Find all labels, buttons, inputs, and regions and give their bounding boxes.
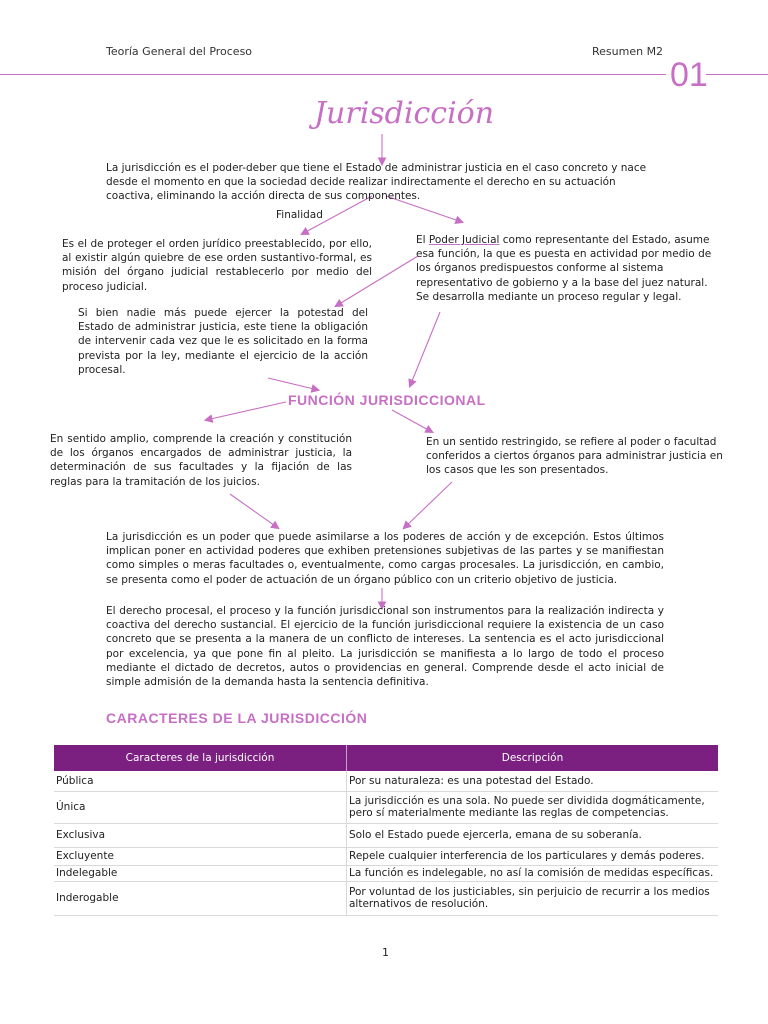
arrow-poder-to-funcion [410,312,440,386]
table-row [54,865,718,881]
table-cell-caracter: Pública [54,771,347,791]
table-header-descripcion: Descripción [347,745,719,771]
table-row [54,823,718,847]
sentido-amplio-text: En sentido amplio, comprende la creación y constitución de los órganos encargados de administrar justicia, la determinación de sus facultades y la fijación de las reglas para la tramitación de los juicios. [50,433,352,488]
page-badge: 01 [670,56,708,94]
header-summary: Resumen M2 [592,45,664,58]
arrow-obligacion-to-funcion [268,378,318,390]
table-cell-descripcion: Por voluntad de los justiciables, sin perjuicio de recurrir a los medios alternativos de resolución. [347,881,719,915]
table-cell-descripcion: Solo el Estado puede ejercerla, emana de su soberanía. [347,823,719,847]
table-row [54,791,718,823]
table-cell-descripcion: La función es indelegable, no así la comisión de medidas específicas. [347,865,719,881]
poder-judicial-post: como representante del Estado, asume esa función, la que es puesta en actividad por medio de los órganos predispuestos conforme al sistema representativo de gobierno y a la base del juez natural. Se desarrolla mediante un proceso regular y legal. [416,234,712,303]
arrow-restringido-to-poder [404,482,452,528]
finalidad-text: Es el de proteger el orden jurídico preestablecido, por ello, al existir algún quiebre de ese orden sustantivo-formal, es misión del órgano judicial restablecerlo por medio del proceso judicial. [62,238,372,293]
table-cell-caracter: Indelegable [54,865,347,881]
sentido-restringido-text: En un sentido restringido, se refiere al poder o facultad conferidos a ciertos órganos para administrar justicia en los casos que les son presentados. [426,436,723,477]
caracteres-table [54,745,718,916]
arrow-funcion-to-amplio [206,402,286,420]
arrow-amplio-to-poder [230,494,278,528]
table-row [54,771,718,791]
footer-page-number: 1 [382,946,389,959]
finalidad-label: Finalidad [276,209,323,221]
table-row [54,847,718,865]
page-title: Jurisdicción [314,96,495,131]
table-cell-caracter: Exclusiva [54,823,347,847]
funcion-jurisdiccional-heading: FUNCIÓN JURISDICCIONAL [288,392,486,408]
derecho-procesal-paragraph: El derecho procesal, el proceso y la función jurisdiccional son instrumentos para la realización indirecta y coactiva del derecho sustancial. El ejercicio de la función jurisdiccional requiere la existencia de un caso concreto que se presenta a la manera de un conflicto de intereses. La sentencia es el acto jurisdiccional por excelencia, ya que pone fin al pleito. La jurisdicción se manifiesta a lo largo de todo el proceso mediante el dictado de decretos, autos o providencias en general. Comprende desde el acto inicial de simple admisión de la demanda hasta la sentencia definitiva. [106,605,664,689]
table-row [54,881,718,915]
table-cell-descripcion: La jurisdicción es una sola. No puede ser dividida dogmáticamente, pero sí materialmente mediante las reglas de competencias. [347,791,719,823]
table-cell-caracter: Inderogable [54,881,347,915]
poder-judicial-pre: El [416,234,429,246]
table-header-caracteres: Caracteres de la jurisdicción [54,745,347,771]
poder-judicial-term: Poder Judicial [428,234,500,246]
table-cell-descripcion: Repele cualquier interferencia de los particulares y demás poderes. [347,847,719,865]
caracteres-heading: CARACTERES DE LA JURISDICCIÓN [106,710,368,726]
poder-judicial-text [416,233,716,304]
poder-paragraph: La jurisdicción es un poder que puede asimilarse a los poderes de acción y de excepción. Estos últimos implican poner en actividad poderes que exhiben pretensiones subjetivas de las partes y se manifiestan como simples o meras facultades o, eventualmente, como cargas procesales. La jurisdicción, en cambio, se presenta como el poder de actuación de un órgano público con un criterio objetivo de justicia. [106,531,664,586]
caracteres-table-wrap [54,745,718,916]
table-cell-descripcion: Por su naturaleza: es una potestad del Estado. [347,771,719,791]
arrow-funcion-to-restringido [392,410,432,432]
table-cell-caracter: Única [54,791,347,823]
intro-definition: La jurisdicción es el poder-deber que tiene el Estado de administrar justicia en el caso concreto y nace desde el momento en que la sociedad decide realizar indirectamente el derecho en su actuación coactiva, eliminando la acción directa de sus componentes. [106,162,647,203]
obligacion-text: Si bien nadie más puede ejercer la potestad del Estado de administrar justicia, este tiene la obligación de intervenir cada vez que le es solicitado en la forma prevista por la ley, mediante el ejercicio de la acción procesal. [78,307,368,376]
header-subject: Teoría General del Proceso [106,45,253,58]
table-cell-caracter: Excluyente [54,847,347,865]
